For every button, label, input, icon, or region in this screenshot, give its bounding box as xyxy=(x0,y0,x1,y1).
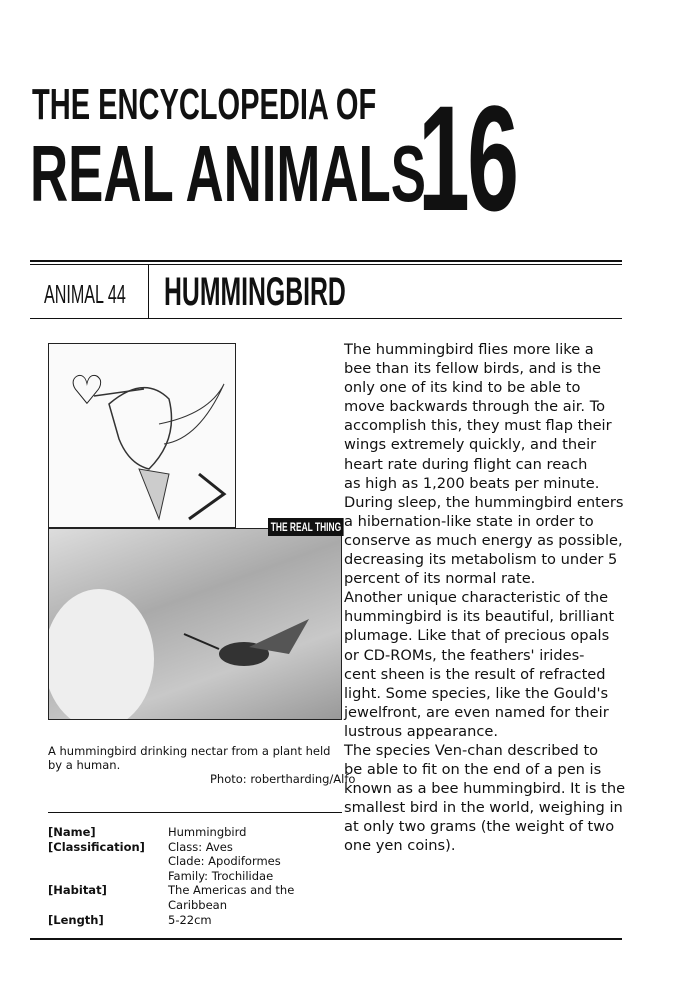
title-line-2: REAL ANIMALS xyxy=(30,129,427,218)
info-table xyxy=(48,825,294,927)
body-line: cent sheen is the result of refracted xyxy=(344,665,606,683)
animal-number: ANIMAL 44 xyxy=(44,279,126,309)
info-value: Caribbean xyxy=(168,897,228,912)
body-line: move backwards through the air. To xyxy=(344,398,606,416)
volume-number: 16 xyxy=(418,74,517,242)
info-key: [Length] xyxy=(48,912,104,927)
body-line: During sleep, the hummingbird enters xyxy=(344,493,624,511)
body-line: Another unique characteristic of the xyxy=(344,589,609,607)
info-value: Clade: Apodiformes xyxy=(168,854,281,869)
body-line: plumage. Like that of precious opals xyxy=(344,627,610,645)
info-key: [Name] xyxy=(48,825,96,839)
svg-text:♡: ♡ xyxy=(69,368,105,414)
body-line: lustrous appearance. xyxy=(344,722,498,740)
body-line: wings extremely quickly, and their xyxy=(344,436,597,454)
info-row xyxy=(48,913,294,928)
info-key: [Classification] xyxy=(48,839,145,854)
body-line: light. Some species, like the Gould's xyxy=(344,684,609,702)
body-line: at only two grams (the weight of two xyxy=(344,818,615,836)
info-value: Family: Trochilidae xyxy=(168,868,274,883)
body-line: jewelfront, are even named for their xyxy=(344,703,609,721)
body-line: known as a bee hummingbird. It is the xyxy=(344,780,626,798)
header-top-rule-thin xyxy=(30,264,622,265)
info-value: The Americas and the xyxy=(168,883,295,898)
photo-credit: Photo: robertharding/Alfo xyxy=(210,772,356,786)
hummingbird-photo xyxy=(48,528,342,720)
body-line: be able to fit on the end of a pen is xyxy=(344,761,602,779)
info-key: [Habitat] xyxy=(48,883,107,898)
info-row xyxy=(48,883,294,912)
body-text xyxy=(344,340,634,856)
animal-name: HUMMINGBIRD xyxy=(164,270,346,314)
info-row xyxy=(48,840,294,884)
info-value: Class: Aves xyxy=(168,839,233,854)
info-values xyxy=(168,840,281,884)
info-value: 5-22cm xyxy=(168,912,212,927)
body-line: heart rate during flight can reach xyxy=(344,455,588,473)
body-line: only one of its kind to be able to xyxy=(344,379,581,397)
body-line: or CD-ROMs, the feathers' irides- xyxy=(344,646,585,664)
hummingbird-illustration xyxy=(49,344,234,526)
body-line: decreasing its metabolism to under 5 xyxy=(344,551,618,569)
header-top-rule xyxy=(30,260,622,262)
body-line: accomplish this, they must flap their xyxy=(344,417,612,435)
info-value: Hummingbird xyxy=(168,825,247,839)
info-rule xyxy=(48,812,342,813)
info-values xyxy=(168,883,294,912)
body-line: The species Ven-chan described to xyxy=(344,741,599,759)
header-bottom-rule xyxy=(30,318,622,319)
bottom-rule xyxy=(30,938,622,940)
title-line-1: THE ENCYCLOPEDIA OF xyxy=(32,80,377,129)
real-thing-label: THE REAL THING xyxy=(268,518,344,536)
body-line: bee than its fellow birds, and is the xyxy=(344,360,601,378)
info-row xyxy=(48,825,294,840)
manga-panel-hummingbird xyxy=(48,343,236,528)
photo-caption: A hummingbird drinking nectar from a plant held by a human. xyxy=(48,744,331,772)
info-values xyxy=(168,913,212,928)
body-line: hummingbird is its beautiful, brilliant xyxy=(344,608,615,626)
body-line: conserve as much energy as possible, xyxy=(344,531,623,549)
header-divider xyxy=(148,265,149,318)
photo-hummingbird-image xyxy=(49,529,341,719)
body-line: one yen coins). xyxy=(344,837,456,855)
info-values xyxy=(168,825,246,840)
body-line: The hummingbird flies more like a xyxy=(344,341,594,358)
body-line: as high as 1,200 beats per minute. xyxy=(344,474,600,492)
body-line: percent of its normal rate. xyxy=(344,570,536,588)
body-line: a hibernation-like state in order to xyxy=(344,512,594,530)
body-line: smallest bird in the world, weighing in xyxy=(344,799,623,817)
